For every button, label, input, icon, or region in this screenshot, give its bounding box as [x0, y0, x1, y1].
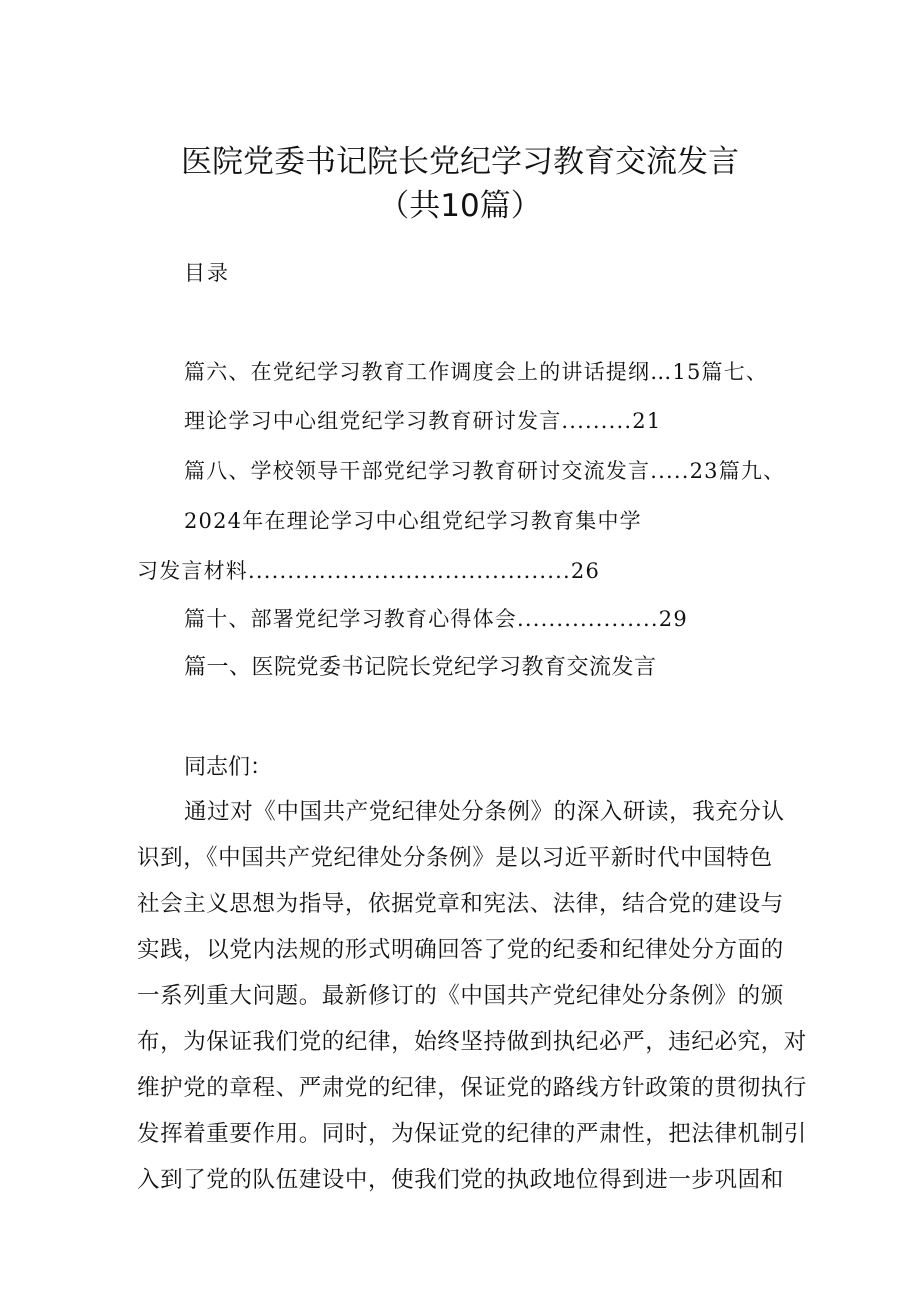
body-line: 布，为保证我们党的纪律，始终坚持做到执纪必严，违纪必究，对: [137, 1029, 807, 1055]
section-heading: 篇一、医院党委书记院长党纪学习教育交流发言: [184, 655, 657, 680]
document-title-line-1: 医院党委书记院长党纪学习教育交流发言: [181, 144, 739, 180]
body-line: 实践，以党内法规的形式明确回答了党的纪委和纪律处分方面的: [137, 937, 784, 963]
body-line: 识到，《中国共产党纪律处分条例》是以习近平新时代中国特色: [137, 845, 773, 871]
body-line: 社会主义思想为指导，依据党章和宪法、法律，结合党的建设与: [137, 891, 784, 917]
toc-line[interactable]: 理论学习中心组党纪学习教育研讨发言.........21: [184, 409, 662, 433]
body-line: 通过对《中国共产党纪律处分条例》的深入研读，我充分认: [184, 799, 785, 825]
toc-line[interactable]: 2024年在理论学习中心组党纪学习教育集中学: [184, 509, 642, 533]
body-line: 入到了党的队伍建设中，使我们党的执政地位得到进一步巩固和: [137, 1167, 784, 1193]
toc-line[interactable]: 篇八、学校领导干部党纪学习教育研讨交流发言.....23篇九、: [184, 459, 786, 483]
toc-line[interactable]: 习发言材料.........................................26: [137, 559, 601, 583]
body-line: 维护党的章程、严肃党的纪律，保证党的路线方针政策的贯彻执行: [137, 1075, 807, 1101]
toc-label: 目录: [184, 261, 230, 285]
salutation: 同志们：: [184, 755, 273, 780]
body-line: 一系列重大问题。最新修订的《中国共产党纪律处分条例》的颁: [137, 983, 784, 1009]
body-line: 发挥着重要作用。同时，为保证党的纪律的严肃性，把法律机制引: [137, 1121, 807, 1147]
toc-line[interactable]: 篇六、在党纪学习教育工作调度会上的讲话提纲…15篇七、: [184, 360, 769, 384]
document-title-line-2: （共10篇）: [378, 188, 542, 224]
toc-line[interactable]: 篇十、部署党纪学习教育心得体会..................29: [184, 607, 688, 631]
